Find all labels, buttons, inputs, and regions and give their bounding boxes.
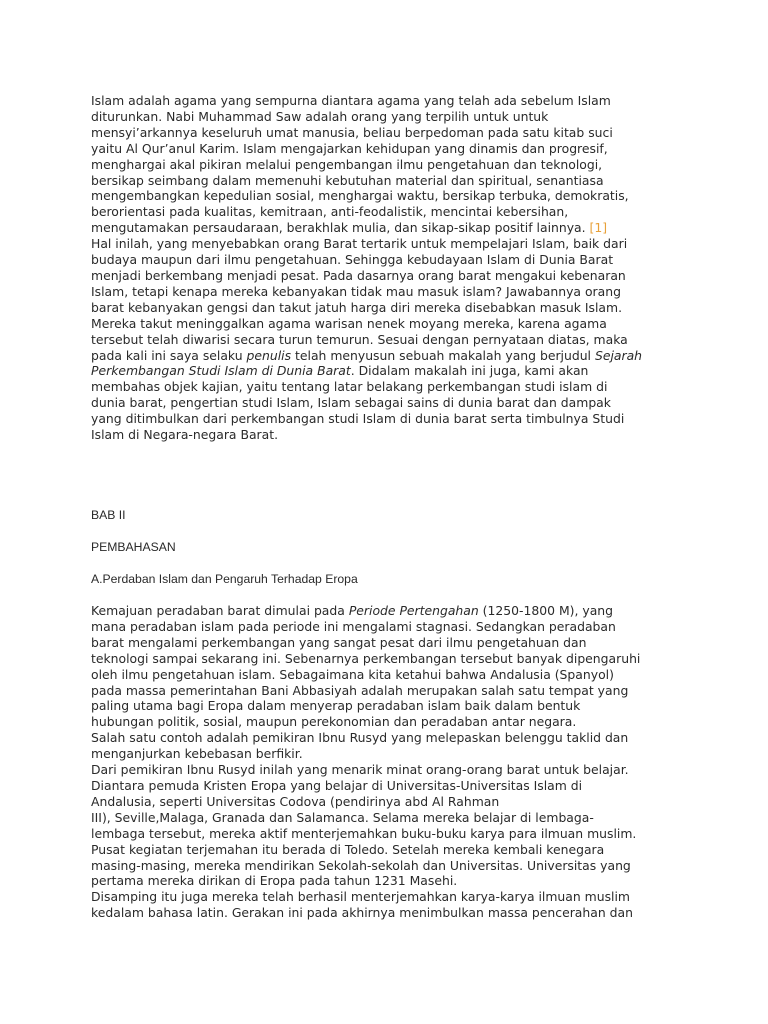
text-line: menganjurkan kebebasan berfikir. (91, 746, 303, 762)
text-line: Islam di Negara-negara Barat. (91, 427, 279, 443)
italic-term: Periode Pertengahan (348, 603, 479, 618)
text-line: lembaga tersebut, mereka aktif menterjemahkan buku-buku karya para ilmuan muslim. (91, 825, 637, 841)
text-line: Mereka takut meninggalkan agama warisan nenek moyang mereka, karena agama (91, 315, 607, 331)
text-line (91, 348, 642, 364)
text-line: Dari pemikiran Ibnu Rusyd inilah yang menarik minat orang-orang barat untuk belajar. (91, 762, 629, 778)
text-line: berorientasi pada kualitas, kemitraan, anti-feodalistik, mencintai kebersihan, (91, 204, 569, 220)
chapter-heading: BAB II (91, 508, 126, 522)
text-line: kedalam bahasa latin. Gerakan ini pada akhirnya menimbulkan massa pencerahan dan (91, 905, 633, 921)
text-line: Salah satu contoh adalah pemikiran Ibnu Rusyd yang melepaskan belenggu taklid dan (91, 730, 629, 746)
text-line (91, 220, 642, 236)
text-line: bersikap seimbang dalam memenuhi kebutuhan material dan spiritual, senantiasa (91, 172, 604, 188)
text-line: yaitu Al Qur’anul Karim. Islam mengajarkan kehidupan yang dinamis dan progresif, (91, 140, 608, 156)
text-line: Islam adalah agama yang sempurna diantara agama yang telah ada sebelum Islam (91, 93, 611, 108)
text-line: Hal inilah, yang menyebabkan orang Barat tertarik untuk mempelajari Islam, baik dari (91, 236, 628, 252)
text-line: tersebut telah diwarisi secara turun temurun. Sesuai dengan pernyataan diatas, maka (91, 331, 628, 347)
text-line: mensyi’arkannya keseluruh umat manusia, beliau berpedoman pada satu kitab suci (91, 124, 613, 140)
text-line: Diantara pemuda Kristen Eropa yang belajar di Universitas-Universitas Islam di (91, 777, 583, 793)
text-line: pertama mereka dirikan di Eropa pada tahun 1231 Masehi. (91, 873, 458, 889)
text-line: teknologi sampai sekarang ini. Sebenarnya perkembangan tersebut banyak dipengaruhi (91, 650, 641, 666)
text-line: hubungan politik, sosial, maupun perekonomian dan peradaban antar negara. (91, 714, 577, 730)
text-line: yang ditimbulkan dari perkembangan studi Islam di dunia barat serta timbulnya Studi (91, 411, 625, 427)
text-line: budaya maupun dari ilmu pengetahuan. Sehingga kebudayaan Islam di Dunia Barat (91, 252, 614, 268)
text-segment: Kemajuan peradaban barat dimulai pada (91, 603, 349, 618)
text-line: Andalusia, seperti Universitas Codova (pendirinya abd Al Rahman (91, 793, 500, 809)
chapter-title: PEMBAHASAN (91, 540, 176, 554)
text-line: Islam, tetapi kenapa mereka kebanyakan tidak mau masuk islam? Jawabannya orang (91, 283, 621, 299)
text-segment: mengutamakan persaudaraan, berakhlak mulia, dan sikap-sikap positif lainnya. (91, 220, 590, 236)
text-segment: telah menyusun sebuah makalah yang berjudul (291, 347, 595, 363)
intro-paragraph (91, 93, 642, 443)
text-line: paling utama bagi Eropa dalam menyerap peradaban islam baik dalam bentuk (91, 698, 581, 714)
text-line: dunia barat, pengertian studi Islam, Islam sebagai sains di dunia barat dan dampak (91, 395, 611, 411)
text-line: mana peradaban islam pada periode ini mengalami stagnasi. Sedangkan peradaban (91, 618, 616, 634)
italic-term: penulis (246, 347, 292, 363)
text-line: Pusat kegiatan terjemahan itu berada di Toledo. Setelah mereka kembali kenegara (91, 841, 605, 857)
text-line: Disamping itu juga mereka telah berhasil menterjemahkan karya-karya ilmuan muslim (91, 889, 630, 905)
text-line: pada massa pemerintahan Bani Abbasiyah adalah merupakan salah satu tempat yang (91, 682, 629, 698)
text-line: oleh ilmu pengetahuan islam. Sebagaimana kita ketahui bahwa Andalusia (Spanyol) (91, 666, 614, 682)
text-line (91, 363, 642, 379)
text-line: III), Seville,Malaga, Granada dan Salamanca. Selama mereka belajar di lembaga- (91, 809, 594, 825)
text-line: membahas objek kajian, yaitu tentang latar belakang perkembangan studi islam di (91, 379, 608, 395)
text-line: menjadi berkembang menjadi pesat. Pada dasarnya orang barat mengakui kebenaran (91, 267, 626, 283)
text-line: mengembangkan kepedulian sosial, menghargai waktu, bersikap terbuka, demokratis, (91, 188, 629, 204)
body-paragraph (91, 603, 640, 921)
italic-title: Sejarah (594, 347, 643, 363)
text-line: barat mengalami perkembangan yang sangat pesat dari ilmu pengetahuan dan (91, 634, 587, 650)
text-segment: . Didalam makalah ini juga, kami akan (350, 363, 589, 379)
text-segment: (1250-1800 M), yang (478, 603, 614, 618)
footnote-link[interactable]: [1] (589, 220, 608, 236)
text-line: barat kebanyakan gengsi dan takut jatuh harga diri mereka disebabkan masuk Islam. (91, 299, 623, 315)
text-line: diturunkan. Nabi Muhammad Saw adalah orang yang terpilih untuk untuk (91, 108, 549, 124)
text-line (91, 603, 640, 619)
text-line: menghargai akal pikiran melalui pengembangan ilmu pengetahuan dan teknologi, (91, 156, 603, 172)
italic-title: Perkembangan Studi Islam di Dunia Barat (91, 363, 351, 379)
section-heading: A.Perdaban Islam dan Pengaruh Terhadap Eropa (91, 572, 358, 586)
text-line: masing-masing, mereka mendirikan Sekolah-sekolah dan Universitas. Universitas yang (91, 857, 631, 873)
text-segment: pada kali ini saya selaku (91, 347, 247, 363)
